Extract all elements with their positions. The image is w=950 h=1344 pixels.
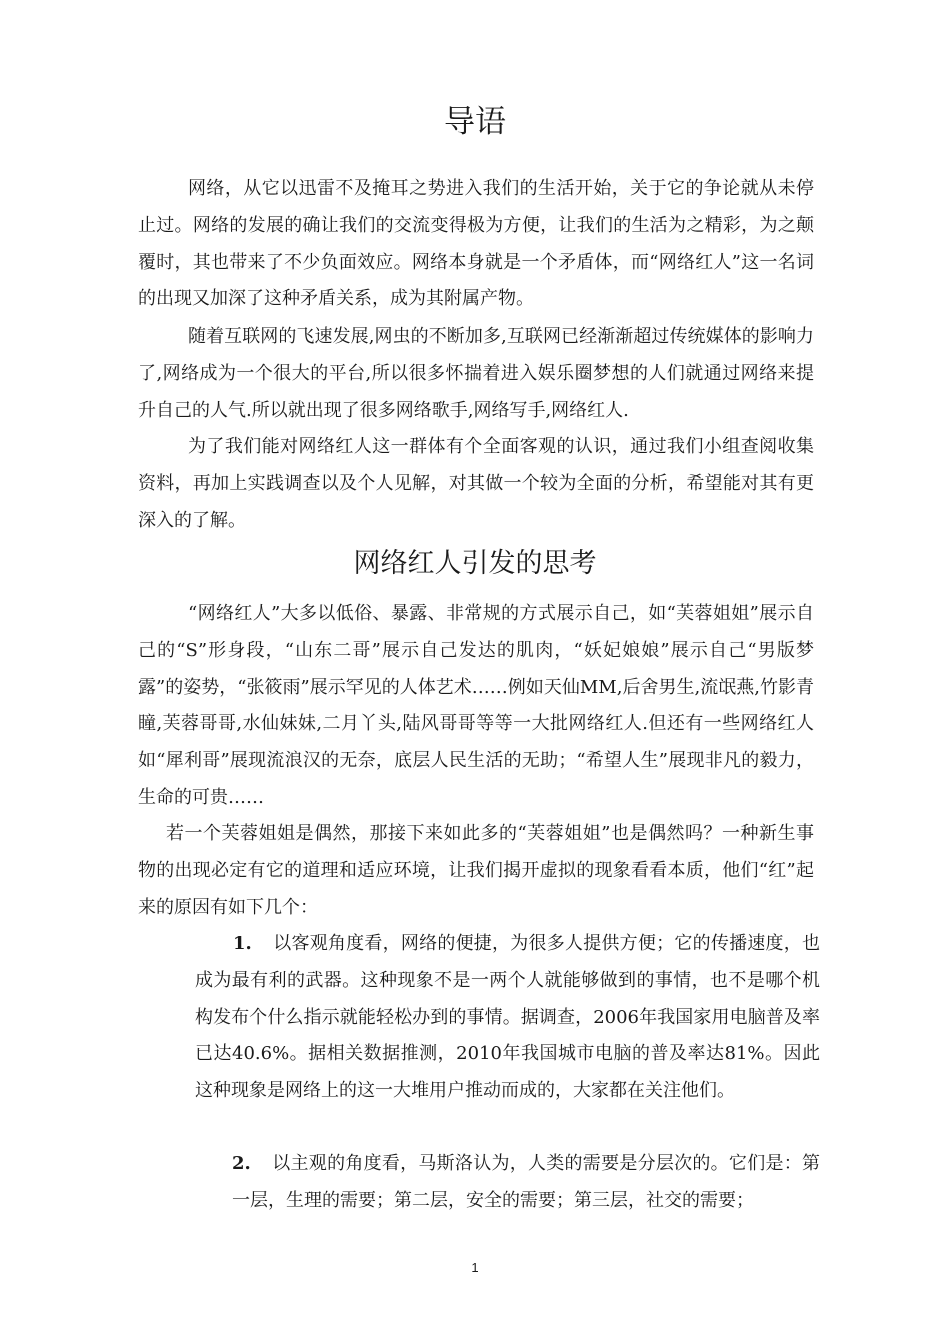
- intro-paragraph-3: 为了我们能对网络红人这一群体有个全面客观的认识，通过我们小组查阅收集资料，再加上实践调查以及个人见解，对其做一个较为全面的分析，希望能对其有更深入的了解。: [138, 436, 814, 531]
- list-item-1: [195, 926, 820, 1110]
- intro-paragraph-1: 网络，从它以迅雷不及掩耳之势进入我们的生活开始，关于它的争论就从未停止过。网络的发展的确让我们的交流变得极为方便，让我们的生活为之精彩，为之颠覆时，其也带来了不少负面效应。网络本身就是一个矛盾体，而“网络红人”这一名词的出现又加深了这种矛盾关系，成为其附属产物。: [138, 178, 814, 310]
- heading-introduction: 导语: [444, 104, 506, 140]
- page-number: 1: [471, 1260, 479, 1275]
- list-number: 2.: [232, 1153, 251, 1174]
- intro-paragraph-2: 随着互联网的飞速发展,网虫的不断加多,互联网已经渐渐超过传统媒体的影响力了,网络成为一个很大的平台,所以很多怀揣着进入娱乐圈梦想的人们就通过网络来提升自己的人气.所以就出现了很多网络歌手,网络写手,网络红人.: [138, 326, 814, 421]
- list-number: 1.: [233, 933, 252, 954]
- list-text: 以客观角度看，网络的便捷，为很多人提供方便；它的传播速度，也成为最有利的武器。这种现象不是一两个人就能够做到的事情，也不是哪个机构发布个什么指示就能轻松办到的事情。据调查，2006年我国家用电脑普及率已达40.6%。据相关数据推测，2010年我国城市电脑的普及率达81%。因此这种现象是网络上的这一大堆用户推动而成的，大家都在关注他们。: [195, 933, 820, 1102]
- body-paragraph-1: “网络红人”大多以低俗、暴露、非常规的方式展示自己，如“芙蓉姐姐”展示自己的“S”形身段，“山东二哥”展示自己发达的肌肉，“妖妃娘娘”展示自己“男版梦露”的姿势，“张筱雨”展示罕见的人体艺术……例如天仙MM,后舍男生,流氓燕,竹影青瞳,芙蓉哥哥,水仙妹妹,二月丫头,陆风哥哥等等一大批网络红人.但还有一些网络红人如“犀利哥”展现流浪汉的无奈，底层人民生活的无助；“希望人生”展现非凡的毅力，生命的可贵……: [138, 603, 814, 808]
- list-item-2: [232, 1146, 820, 1220]
- list-text: 以主观的角度看，马斯洛认为，人类的需要是分层次的。它们是：第一层，生理的需要；第二层，安全的需要；第三层，社交的需要；: [232, 1153, 820, 1211]
- heading-reflection: 网络红人引发的思考: [353, 548, 597, 579]
- body-paragraph-2: 若一个芙蓉姐姐是偶然，那接下来如此多的“芙蓉姐姐”也是偶然吗？一种新生事物的出现必定有它的道理和适应环境，让我们揭开虚拟的现象看看本质，他们“红”起来的原因有如下几个：: [138, 823, 814, 918]
